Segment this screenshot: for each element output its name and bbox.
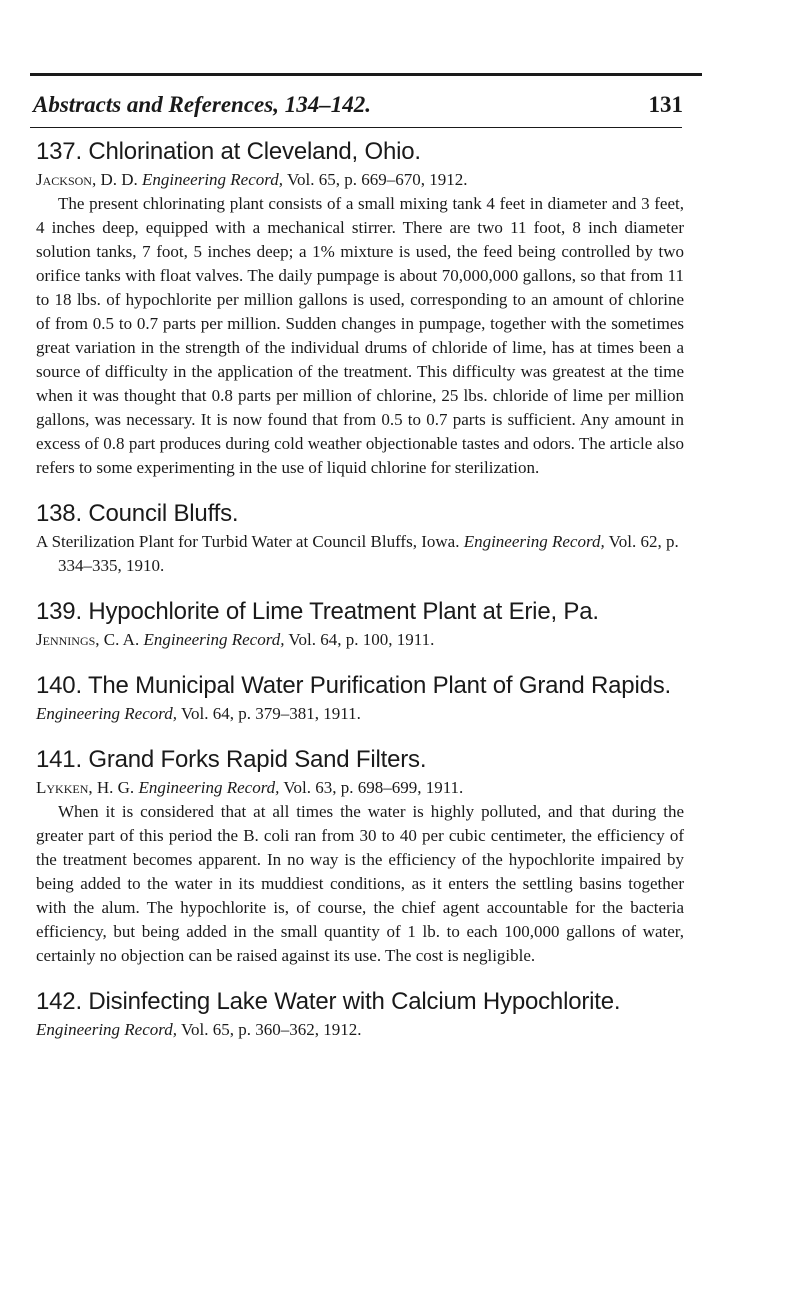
reference (36, 628, 684, 652)
reference (36, 1018, 684, 1042)
journal: Engineering Record, (138, 778, 280, 797)
running-title: Abstracts and References, 134–142. (33, 92, 371, 117)
citation: Vol. 65, p. 360–362, 1912. (177, 1020, 362, 1039)
author: Lykken, H. G. (36, 778, 135, 797)
reference (36, 168, 684, 192)
entry-140 (36, 670, 684, 726)
citation: Vol. 64, p. 100, 1911. (284, 630, 435, 649)
reference (36, 702, 684, 726)
citation: Vol. 65, p. 669–670, 1912. (283, 170, 468, 189)
journal: Engineering Record, (143, 630, 285, 649)
running-header (33, 88, 683, 122)
citation: Vol. 63, p. 698–699, 1911. (279, 778, 464, 797)
entry-141 (36, 744, 684, 968)
journal: Engineering Record, (36, 704, 177, 723)
abstract-text: When it is considered that at all times the water is highly polluted, and that during the greater part of this period the B. coli ran from 30 to 40 per cubic centimeter, the efficiency of the treatment becomes apparent. In no way is the efficiency of the hypochlorite impaired by being added to the water in its muddiest conditions, as it enters the settling basins together with the alum. The hypochlorite is, of course, the chief agent accountable for the bacteria efficiency, but being added in the small quantity of 1 lb. to each 100,000 gallons of water, certainly no objection can be raised against its use. The cost is negligible. (36, 802, 684, 965)
page-number: 131 (648, 92, 683, 117)
entry-139 (36, 596, 684, 652)
author: Jennings, C. A. (36, 630, 140, 649)
entry-142 (36, 986, 684, 1042)
journal: Engineering Record, (142, 170, 284, 189)
reference (36, 776, 684, 800)
journal: Engineering Record, (36, 1020, 177, 1039)
entry-title: 140. The Municipal Water Purification Plant of Grand Rapids. (36, 672, 671, 699)
entry-138 (36, 498, 684, 578)
abstracts-list (36, 136, 684, 1042)
entry-title: 141. Grand Forks Rapid Sand Filters. (36, 746, 427, 773)
reference (36, 530, 684, 578)
entry-title: 139. Hypochlorite of Lime Treatment Plant at Erie, Pa. (36, 598, 599, 625)
entry-title: 138. Council Bluffs. (36, 500, 239, 527)
header-rule-bottom (30, 127, 682, 128)
citation: Vol. 62, p. 334–335, 1910. (58, 532, 679, 575)
header-rule-top (30, 73, 702, 76)
abstract-text: The present chlorinating plant consists of a small mixing tank 4 feet in diameter and 3 feet, 4 inches deep, equipped with a mechanical stirrer. There are two 11 foot, 8 inch diameter solution tanks, 7 foot, 5 inches deep; a 1% mixture is used, the feed being controlled by two orifice tanks with float valves. The daily pumpage is about 70,000,000 gallons, so that from 11 to 18 lbs. of hypochlorite per million gallons is used, corresponding to an amount of chlorine of from 0.5 to 0.7 parts per million. Sudden changes in pumpage, together with the sometimes great variation in the strength of the individual drums of chloride of lime, has at times been a source of difficulty in the application of the treatment. This difficulty was greatest at the time when it was thought that 0.8 parts per million of chlorine, 25 lbs. chloride of lime per million gallons, was necessary. It is now found that from 0.5 to 0.7 parts is sufficient. Any amount in excess of 0.8 part produces during cold weather objectionable tastes and odors. The article also refers to some experimenting in the use of liquid chlorine for sterilization. (36, 194, 684, 477)
entry-137 (36, 136, 684, 480)
author: Jackson, D. D. (36, 170, 138, 189)
citation: Vol. 64, p. 379–381, 1911. (177, 704, 361, 723)
entry-title: 137. Chlorination at Cleveland, Ohio. (36, 138, 421, 165)
reference-lead: A Sterilization Plant for Turbid Water at Council Bluffs, Iowa. (36, 532, 464, 551)
entry-title: 142. Disinfecting Lake Water with Calcium Hypochlorite. (36, 988, 621, 1015)
journal: Engineering Record, (463, 532, 605, 551)
